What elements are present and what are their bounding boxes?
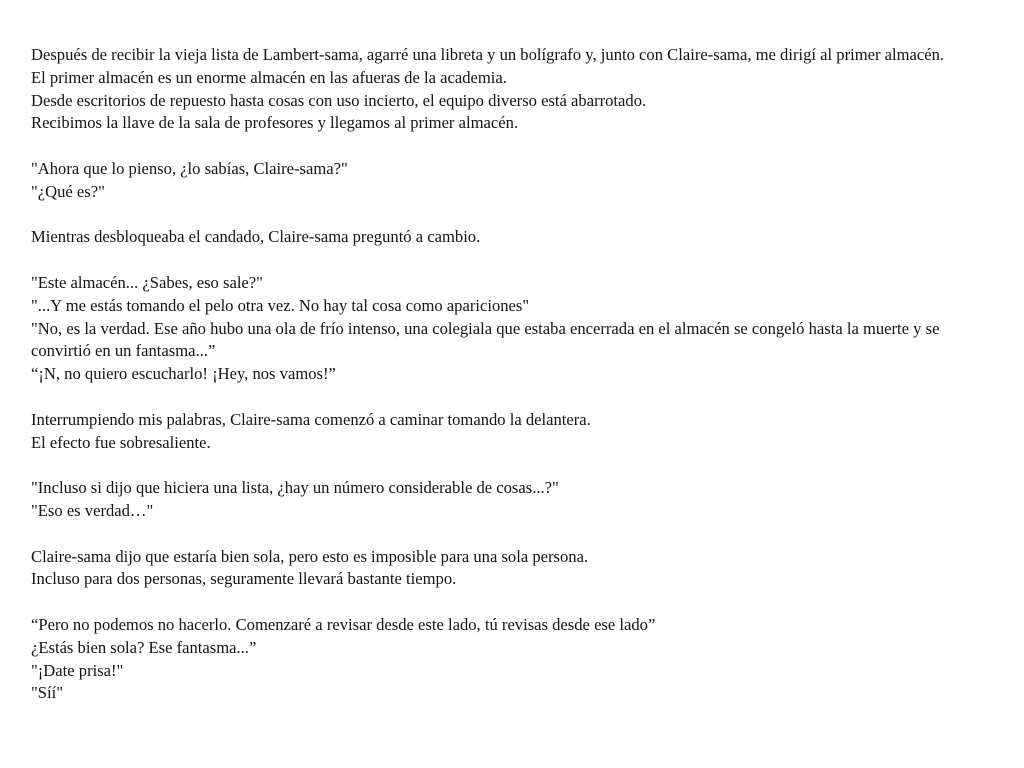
dialogue-block (31, 158, 994, 204)
narration-block (31, 409, 994, 455)
text-line: Recibimos la llave de la sala de profesores y llegamos al primer almacén. (31, 113, 519, 133)
text-line: Claire-sama dijo que estaría bien sola, pero esto es imposible para una sola persona. (31, 546, 589, 566)
dialogue-block (31, 614, 994, 705)
dialogue-line: “¡N, no quiero escucharlo! ¡Hey, nos vamos!” (31, 364, 336, 384)
dialogue-line: "...Y me estás tomando el pelo otra vez. No hay tal cosa como apariciones" (31, 295, 530, 315)
text-line: Desde escritorios de repuesto hasta cosas con uso incierto, el equipo diverso está abarrotado. (31, 90, 647, 110)
dialogue-line: "Eso es verdad…" (31, 500, 154, 520)
text-line: Mientras desbloqueaba el candado, Claire-sama preguntó a cambio. (31, 227, 481, 247)
dialogue-line: "Este almacén... ¿Sabes, eso sale?" (31, 272, 263, 292)
dialogue-line: ¿Estás bien sola? Ese fantasma...” (31, 637, 257, 657)
dialogue-block (31, 272, 994, 386)
dialogue-line: "No, es la verdad. Ese año hubo una ola de frío intenso, una colegiala que estaba encerrada en el almacén se congeló hasta la muerte y se convirtió en un fantasma...” (31, 318, 940, 361)
dialogue-line: "¡Date prisa!" (31, 660, 124, 680)
dialogue-line: "Síí" (31, 683, 63, 703)
text-line: El efecto fue sobresaliente. (31, 432, 211, 452)
paragraph-intro (31, 44, 994, 135)
dialogue-line: "Incluso si dijo que hiciera una lista, ¿hay un número considerable de cosas...?" (31, 478, 559, 498)
dialogue-line: "¿Qué es?" (31, 181, 105, 201)
narration-block (31, 226, 994, 249)
text-line: Después de recibir la vieja lista de Lambert-sama, agarré una libreta y un bolígrafo y, junto con Claire-sama, me dirigí al primer almacén. (31, 45, 945, 64)
dialogue-block (31, 477, 994, 523)
text-line: El primer almacén es un enorme almacén en las afueras de la academia. (31, 67, 507, 87)
dialogue-line: “Pero no podemos no hacerlo. Comenzaré a revisar desde este lado, tú revisas desde ese lado” (31, 614, 656, 634)
text-line: Incluso para dos personas, seguramente llevará bastante tiempo. (31, 569, 457, 589)
text-line: Interrumpiendo mis palabras, Claire-sama comenzó a caminar tomando la delantera. (31, 409, 591, 429)
dialogue-line: "Ahora que lo pienso, ¿lo sabías, Claire-sama?" (31, 158, 348, 178)
narration-block (31, 546, 994, 592)
